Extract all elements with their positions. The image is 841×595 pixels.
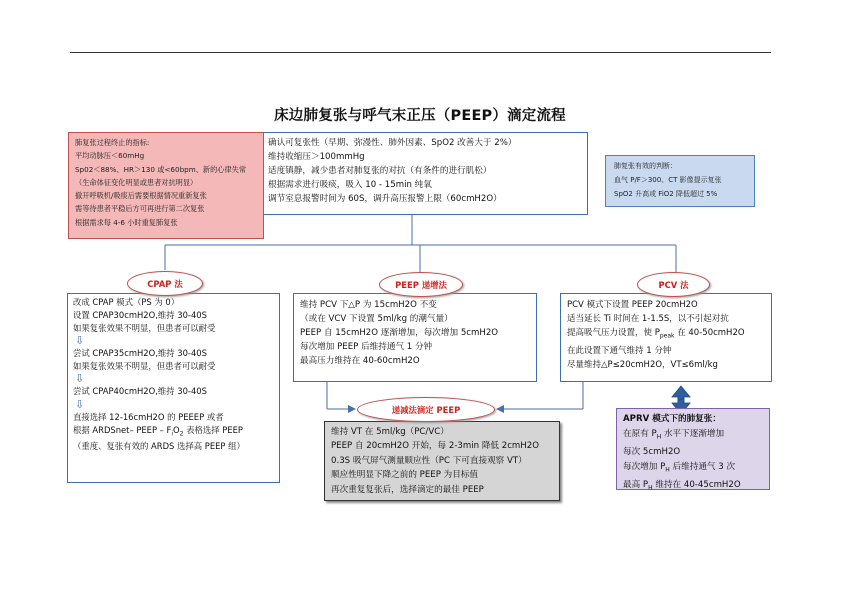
peep-line: （或在 VCV 下设置 5ml/kg 的潮气量） (300, 314, 453, 324)
pcv-method-label: PCV 法 (637, 272, 710, 297)
note-line: 肺复张有效的判断： (614, 162, 677, 170)
note-line: SpO2 升高或 FiO2 降低超过 5% (614, 190, 718, 198)
down-arrow-icon: ⇩ (75, 397, 85, 411)
cpap-line: 直接选择 12-16cmH2O 的 PEEEP 或者 (73, 411, 224, 422)
peep-line: PEEP 自 15cmH2O 逐渐增加，每次增加 5cmH2O (300, 328, 499, 338)
page-title: 床边肺复张与呼气末正压（PEEP）滴定流程 (274, 108, 566, 124)
cpap-line: 尝试 CPAP35cmH2O,维持 30-40S (73, 348, 207, 359)
pcv-line: 适当延长 Ti 时间在 1-1.5S，以不引起对抗 (567, 314, 729, 324)
cpap-method-box (67, 293, 280, 483)
cpap-line: 尝试 CPAP40cmH2O,维持 30-40S (73, 386, 207, 397)
peep-decrement-box (324, 421, 560, 501)
pcv-line: 尽量维持△P≤20cmH2O，VT≤6ml/kg (567, 359, 718, 370)
aprv-line: 在原有 $P_H$ 水平下逐渐增加 (623, 428, 725, 441)
cpap-method-label: CPAP 法 (127, 271, 203, 296)
preparation-box (259, 132, 588, 215)
aprv-title: APRV 模式下的肺复张： (623, 414, 721, 424)
note-line: （生命体征变化明显或患者对抗明显） (75, 177, 198, 187)
peep-increment-box (293, 293, 537, 382)
cpap-line-ardsnet: 根据 ARDSnet– PEEP – $F_iO_2$ 表格选择 PEEP (73, 424, 243, 438)
peep-line: 每次增加 PEEP 后维持通气 1 分钟 (300, 342, 433, 352)
effectiveness-criteria-note (605, 155, 755, 207)
pcv-line: PCV 模式下设置 PEEP 20cmH2O (567, 300, 698, 310)
peep-line: 维持 PCV 下△P 为 15cmH2O 不变 (300, 300, 437, 310)
cpap-line: （重度、复张有效的 ARDS 选择高 PEEP 组） (73, 441, 245, 452)
prep-line: 根据需求进行吸痰，吸入 10 - 15min 纯氧 (268, 180, 432, 190)
prep-line: 适度镇静，减少患者对肺复张的对抗（有条件的进行肌松） (268, 166, 492, 176)
note-line: 需等待患者平稳后方可再进行第二次复张 (75, 204, 205, 214)
peep-line: 最高压力维持在 40-60cmH2O (300, 356, 420, 366)
aprv-line: 每次 5cmH2O (623, 446, 681, 457)
decrement-line: 维持 VT 在 5ml/kg（PC/VC） (331, 427, 449, 437)
peep-increment-label: PEEP 递增法 (379, 272, 463, 297)
cpap-line: 改成 CPAP 模式（PS 为 0） (73, 297, 180, 307)
cpap-line: 设置 CPAP30cmH2O,维持 30-40S (73, 310, 207, 321)
termination-criteria-note (68, 132, 264, 239)
note-line: 血气 P/F＞300、CT 影像提示复张 (614, 176, 722, 184)
decrement-line: 0.3S 吸气屏气测量顺应性（PC 下可直接观察 VT） (331, 455, 527, 466)
decrement-line: 顺应性明显下降之前的 PEEP 为目标值 (331, 470, 479, 481)
aprv-method-box (616, 408, 770, 490)
decrement-line: 再次重复复张后，选择滴定的最佳 PEEP (331, 484, 484, 495)
prep-line: 维持收缩压＞100mmHg (268, 152, 365, 162)
decrement-line: PEEP 自 20cmH2O 开始，每 2-3min 降低 2cmH2O (331, 441, 539, 452)
aprv-line: 每次增加 $P_H$ 后维持通气 3 次 (623, 461, 736, 474)
down-arrow-icon: ⇩ (75, 372, 85, 386)
pcv-line: 在此设置下通气维持 1 分钟 (567, 345, 672, 356)
pcv-method-box (560, 293, 772, 382)
note-line: 根据需求每 4-6 小时重复肺复张 (75, 217, 178, 227)
prep-line: 调节室息报警时间为 60S，调升高压报警上限（60cmH2O） (268, 194, 502, 204)
pcv-line-peak: 提高吸气压力设置，使 $P_{peak}$ 在 40-50cmH2O (567, 328, 745, 340)
cpap-line: 如果复张效果不明显，但患者可以耐受 (73, 361, 216, 372)
aprv-line: 最高 $P_H$ 维持在 40-45cmH2O (623, 479, 741, 492)
note-line: Sp02＜88%、HR＞130 或<60bpm、新的心律失常 (75, 164, 247, 174)
prep-line: 确认可复张性（早期、弥漫性、肺外因素、SpO2 改善大于 2%） (268, 138, 517, 148)
note-line: 平均动脉压＜60mHg (75, 151, 145, 161)
note-line: 撤开呼吸机/吸痰后需要根据情况重新复张 (75, 191, 207, 201)
peep-decrement-label: 递减法滴定 PEEP (357, 397, 495, 422)
note-line: 肺复张过程终止的指标: (75, 138, 150, 147)
cpap-line: 如果复张效果不明显，但患者可以耐受 (73, 323, 216, 334)
down-arrow-icon: ⇩ (75, 334, 85, 348)
